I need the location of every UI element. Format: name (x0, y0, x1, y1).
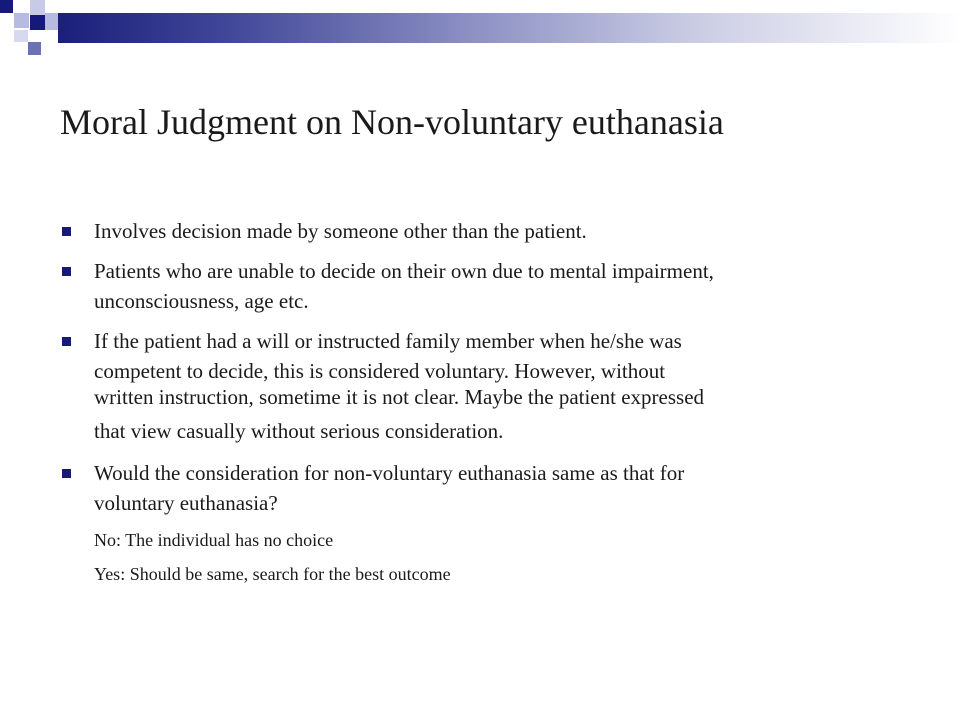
bullet-line: competent to decide, this is considered voluntary. However, without (94, 359, 666, 383)
bullet-line: voluntary euthanasia? (94, 491, 278, 515)
decor-square-icon (30, 15, 45, 30)
bullet-line: If the patient had a will or instructed family member when he/she was (94, 329, 682, 353)
square-bullet-icon (62, 267, 71, 276)
bullet-line: written instruction, sometime it is not clear. Maybe the patient expressed (94, 385, 705, 409)
decor-square-icon (45, 13, 58, 30)
header-gradient-band (58, 13, 960, 43)
bullet-line: unconsciousness, age etc. (94, 289, 309, 313)
square-bullet-icon (62, 227, 71, 236)
bullet-continuation (94, 380, 920, 448)
sub-line-yes: Yes: Should be same, search for the best outcome (94, 564, 451, 584)
bullet-line: Would the consideration for non-voluntary euthanasia same as that for (94, 461, 685, 485)
bullet-item (60, 256, 920, 316)
decor-square-icon (14, 13, 29, 28)
square-bullet-icon (62, 469, 71, 478)
bullet-item (60, 326, 920, 448)
slide-title: Moral Judgment on Non-voluntary euthanasia (60, 102, 724, 142)
slide-body (60, 216, 920, 596)
decor-square-icon (28, 42, 41, 55)
bullet-line: Patients who are unable to decide on their own due to mental impairment, (94, 259, 714, 283)
bullet-line: that view casually without serious consideration. (94, 419, 504, 443)
bullet-line: Involves decision made by someone other than the patient. (94, 219, 587, 243)
sub-line-no: No: The individual has no choice (94, 530, 334, 550)
decor-square-icon (14, 30, 28, 42)
bullet-item (60, 458, 920, 518)
decor-square-icon (0, 0, 13, 13)
decor-square-icon (30, 0, 45, 15)
square-bullet-icon (62, 337, 71, 346)
bullet-item (60, 216, 920, 246)
